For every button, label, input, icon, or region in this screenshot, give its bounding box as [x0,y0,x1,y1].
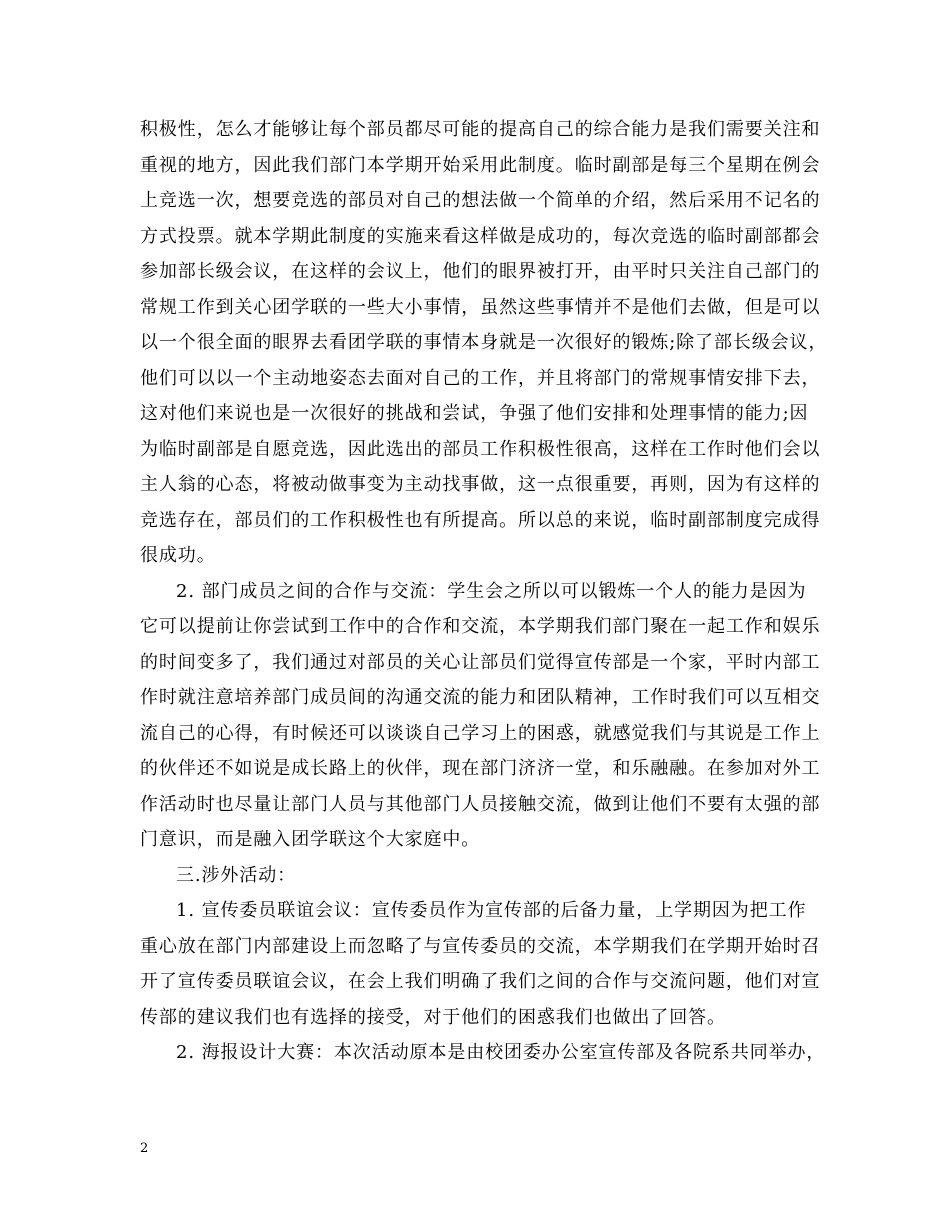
text-line: 门意识，而是融入团学联这个大家庭中。 [140,829,481,850]
text-line: 传部的建议我们也有选择的接受，对于他们的困惑我们也做出了回答。 [140,1006,726,1028]
text-line: 它可以提前让你尝试到工作中的合作和交流，本学期我们部门聚在一起工作和娱乐 [140,616,821,637]
section-heading: 三.涉外活动： [176,864,297,886]
text-line: 竞选存在，部员们的工作积极性也有所提高。所以总的来说，临时副部制度完成得 [140,509,821,531]
text-line: 的时间变多了，我们通过对部员的关心让部员们觉得宣传部是一个家，平时内部工 [140,651,821,673]
text-line: 上竞选一次，想要竞选的部员对自己的想法做一个简单的介绍，然后采用不记名的 [140,190,821,211]
text-line: 开了宣传委员联谊会议，在会上我们明确了我们之间的合作与交流问题，他们对宣 [140,971,821,992]
text-line: 他们可以以一个主动地姿态去面对自己的工作，并且将部门的常规事情安排下去， [140,367,821,389]
text-line: 很成功。 [140,545,216,566]
text-line: 常规工作到关心团学联的一些大小事情，虽然这些事情并不是他们去做，但是可以 [140,296,821,318]
text-line: 重视的地方，因此我们部门本学期开始采用此制度。临时副部是每三个星期在例会 [140,154,821,176]
text-line: 参加部长级会议，在这样的会议上，他们的眼界被打开，由平时只关注自己部门的 [140,261,821,282]
text-line: 以一个很全面的眼界去看团学联的事情本身就是一次很好的锻炼;除了部长级会议， [140,332,828,353]
text-line: 主人翁的心态，将被动做事变为主动找事做，这一点很重要，再则，因为有这样的 [140,474,821,495]
section-item-heading: 1. 宣传委员联谊会议：宣传委员作为宣传部的后备力量，上学期因为把工作 [176,900,807,921]
body-text [140,112,828,1071]
section-item-heading: 2. 部门成员之间的合作与交流：学生会之所以可以锻炼一个人的能力是因为 [176,580,807,602]
text-line: 作时就注意培养部门成员间的沟通交流的能力和团队精神，工作时我们可以互相交 [140,687,821,708]
text-line: 的伙伴还不如说是成长路上的伙伴，现在部门济济一堂，和乐融融。在参加对外工 [140,758,821,779]
text-line: 重心放在部门内部建设上而忽略了与宣传委员的交流，本学期我们在学期开始时召 [140,935,821,957]
text-line: 作活动时也尽量让部门人员与其他部门人员接触交流，做到让他们不要有太强的部 [140,793,821,815]
page-number: 2 [140,1141,149,1156]
text-line: 这对他们来说也是一次很好的挑战和尝试，争强了他们安排和处理事情的能力;因 [140,403,809,424]
text-line: 方式投票。就本学期此制度的实施来看这样做是成功的，每次竞选的临时副部都会 [140,225,821,247]
text-line: 为临时副部是自愿竞选，因此选出的部员工作积极性很高，这样在工作时他们会以 [140,438,821,460]
text-line: 流自己的心得，有时候还可以谈谈自己学习上的困惑，就感觉我们与其说是工作上 [140,722,821,744]
text-line: 积极性，怎么才能够让每个部员都尽可能的提高自己的综合能力是我们需要关注和 [140,119,821,140]
section-item-heading: 2. 海报设计大赛：本次活动原本是由校团委办公室宣传部及各院系共同举办， [176,1042,826,1063]
